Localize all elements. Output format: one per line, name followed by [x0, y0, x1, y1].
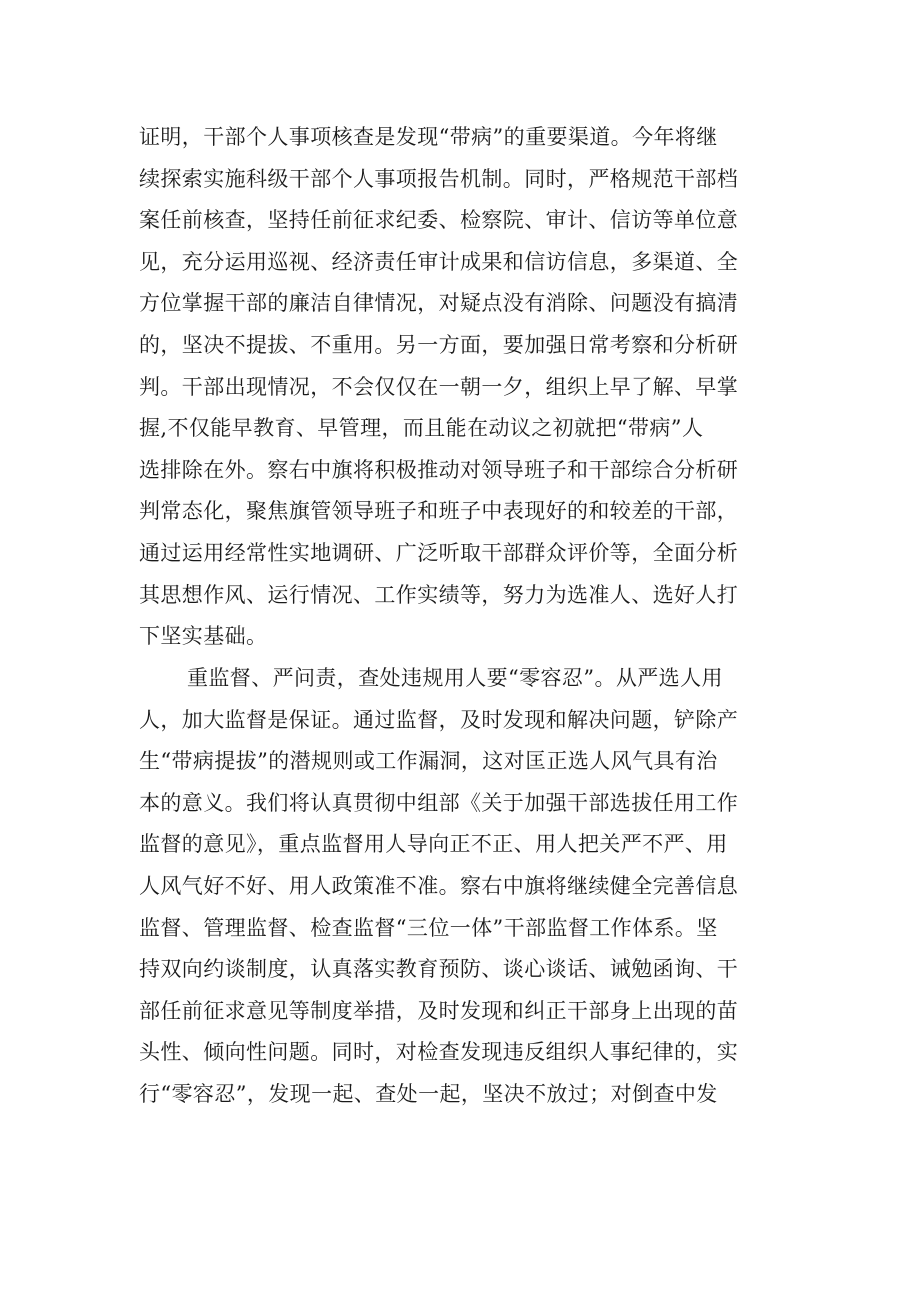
text-line: 其思想作风、运行情况、工作实绩等，努力为选准人、选好人打: [139, 582, 739, 607]
text-line: 见，充分运用巡视、经济责任审计成果和信访信息，多渠道、全: [139, 249, 739, 274]
text-line: 本的意义。我们将认真贯彻中组部《关于加强干部选拔任用工作: [139, 790, 739, 815]
text-line: 人风气好不好、用人政策准不准。察右中旗将继续健全完善信息: [139, 873, 739, 898]
text-line: 的，坚决不提拔、不重用。另一方面，要加强日常考察和分析研: [139, 332, 739, 357]
text-line: 监督的意见》，重点监督用人导向正不正、用人把关严不严、用: [139, 832, 728, 857]
text-line: 生“带病提拔”的潜规则或工作漏洞，这对匡正选人风气具有治: [139, 749, 718, 774]
text-line: 通过运用经常性实地调研、广泛听取干部群众评价等，全面分析: [139, 540, 739, 565]
paragraph-2: [139, 658, 799, 1116]
text-line: 人，加大监督是保证。通过监督，及时发现和解决问题，铲除产: [139, 707, 739, 732]
text-line: 下坚实基础。: [139, 624, 268, 649]
text-line: 选排除在外。察右中旗将积极推动对领导班子和干部综合分析研: [139, 457, 739, 482]
text-line: 判。干部出现情况，不会仅仅在一朝一夕，组织上早了解、早掌: [139, 374, 739, 399]
text-line: 握,不仅能早教育、早管理，而且能在动议之初就把“带病”人: [139, 416, 704, 441]
text-line: 续探索实施科级干部个人事项报告机制。同时，严格规范干部档: [139, 166, 739, 191]
text-line: 监督、管理监督、检查监督“三位一体”干部监督工作体系。坚: [139, 915, 718, 940]
text-line: 部任前征求意见等制度举措，及时发现和纠正干部身上出现的苗: [139, 998, 739, 1023]
text-line: 证明，干部个人事项核查是发现“带病”的重要渠道。今年将继: [139, 125, 718, 149]
paragraph-1: [139, 117, 799, 658]
text-line: 持双向约谈制度，认真落实教育预防、谈心谈话、诫勉函询、干: [139, 957, 739, 982]
text-line: 方位掌握干部的廉洁自律情况，对疑点没有消除、问题没有搞清: [139, 291, 739, 316]
text-line: 案任前核查，坚持任前征求纪委、检察院、审计、信访等单位意: [139, 208, 739, 233]
text-line: 判常态化，聚焦旗管领导班子和班子中表现好的和较差的干部，: [139, 499, 739, 524]
text-line: 行“零容忍”，发现一起、查处一起，坚决不放过；对倒查中发: [139, 1081, 718, 1106]
text-line: 头性、倾向性问题。同时，对检查发现违反组织人事纪律的，实: [139, 1040, 739, 1065]
text-line-first: 重监督、严问责，查处违规用人要“零容忍”。从严选人用: [187, 666, 723, 690]
